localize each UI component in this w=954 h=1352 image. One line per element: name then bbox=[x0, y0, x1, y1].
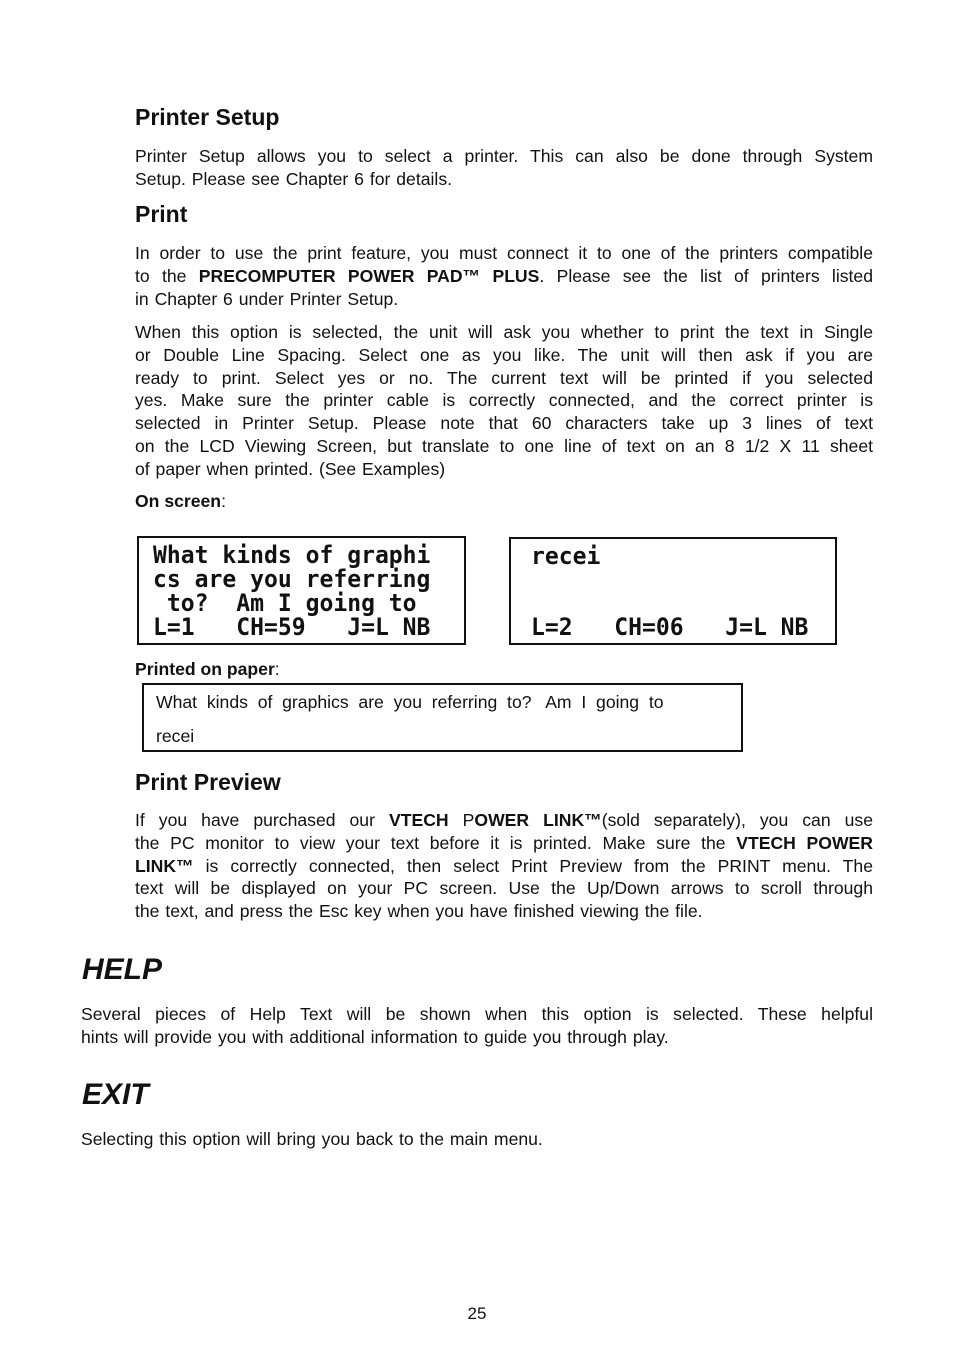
text-run: (sold separately), you can use bbox=[601, 810, 874, 830]
text-line: the text, and press the Esc key when you have finished viewing the file. bbox=[135, 901, 703, 922]
text-line: ready to print. Select yes or no. The current text will be printed if you selected bbox=[135, 367, 873, 388]
text-line: in Chapter 6 under Printer Setup. bbox=[135, 288, 399, 309]
product-name: PRECOMPUTER POWER PAD™ PLUS bbox=[198, 265, 540, 286]
printer-setup-paragraph bbox=[135, 145, 873, 191]
print-paragraph-2 bbox=[135, 321, 873, 481]
page-number: 25 bbox=[467, 1304, 487, 1323]
text-line: text will be displayed on your PC screen. Use the Up/Down arrows to scroll through bbox=[135, 878, 873, 899]
text-run: If you have purchased our bbox=[135, 810, 389, 830]
on-screen-label bbox=[135, 491, 226, 512]
brand-name: VTECH bbox=[388, 810, 449, 830]
text-line bbox=[135, 855, 873, 878]
text-line: Setup. Please see Chapter 6 for details. bbox=[135, 168, 453, 189]
text-run: P bbox=[448, 810, 475, 830]
text-line: Several pieces of Help Text will be shown when this option is selected. These helpful bbox=[81, 1004, 873, 1024]
print-preview-paragraph bbox=[135, 809, 873, 923]
product-name: LINK™ bbox=[135, 855, 194, 876]
text-line: of paper when printed. (See Examples) bbox=[135, 458, 446, 479]
print-paragraph-1 bbox=[135, 242, 873, 310]
text-line: Selecting this option will bring you back to the main menu. bbox=[81, 1129, 543, 1149]
exit-paragraph bbox=[81, 1128, 873, 1151]
text-run: to the bbox=[135, 265, 199, 286]
text-line: Printer Setup allows you to select a printer. This can also be done through System bbox=[135, 146, 873, 166]
product-name: VTECH POWER bbox=[736, 832, 874, 853]
lcd-line: to? Am I going to bbox=[153, 589, 417, 617]
text-line: on the LCD Viewing Screen, but translate to one line of text on an 8 1/2 X 11 sheet bbox=[135, 435, 873, 456]
text-line: In order to use the print feature, you must connect it to one of the printers compatible bbox=[135, 243, 873, 263]
paper-line: What kinds of graphics are you referring to? Am I going to bbox=[156, 692, 664, 712]
exit-heading: EXIT bbox=[82, 1078, 149, 1111]
lcd-line: recei bbox=[531, 542, 601, 570]
label-text: On screen bbox=[135, 491, 222, 511]
lcd-screen-example-1 bbox=[137, 536, 466, 645]
lcd-status-line: L=2 CH=06 J=L NB bbox=[531, 613, 809, 641]
label-text: Printed on paper bbox=[135, 659, 275, 679]
paper-line: recei bbox=[156, 726, 195, 746]
help-paragraph bbox=[81, 1003, 873, 1049]
text-line bbox=[135, 809, 873, 832]
text-line: yes. Make sure the printer cable is correctly connected, and the correct printer is bbox=[135, 390, 873, 411]
printed-on-paper-label bbox=[135, 659, 280, 680]
text-run: . Please see the list of printers listed bbox=[539, 265, 873, 286]
printer-setup-heading: Printer Setup bbox=[135, 104, 280, 130]
text-line bbox=[135, 265, 873, 288]
lcd-line: What kinds of graphi bbox=[153, 541, 431, 569]
text-line bbox=[135, 832, 873, 855]
label-colon: : bbox=[221, 491, 226, 511]
text-line: selected in Printer Setup. Please note that 60 characters take up 3 lines of text bbox=[135, 413, 873, 434]
lcd-screen-example-2 bbox=[509, 537, 837, 645]
printed-paper-example bbox=[142, 683, 743, 752]
lcd-status-line: L=1 CH=59 J=L NB bbox=[153, 613, 431, 641]
text-run: the PC monitor to view your text before it is printed. Make sure the bbox=[135, 832, 737, 853]
print-preview-heading: Print Preview bbox=[135, 769, 281, 795]
product-name: OWER LINK™ bbox=[474, 810, 602, 830]
text-run: is correctly connected, then select Print Preview from the PRINT menu. The bbox=[193, 855, 873, 876]
label-colon: : bbox=[274, 659, 280, 679]
text-line: When this option is selected, the unit will ask you whether to print the text in Single bbox=[135, 322, 873, 342]
help-heading: HELP bbox=[82, 953, 163, 986]
text-line: or Double Line Spacing. Select one as you like. The unit will then ask if you are bbox=[135, 344, 873, 365]
lcd-line: cs are you referring bbox=[153, 565, 431, 593]
print-heading: Print bbox=[135, 201, 188, 227]
text-line: hints will provide you with additional information to guide you through play. bbox=[81, 1026, 669, 1047]
